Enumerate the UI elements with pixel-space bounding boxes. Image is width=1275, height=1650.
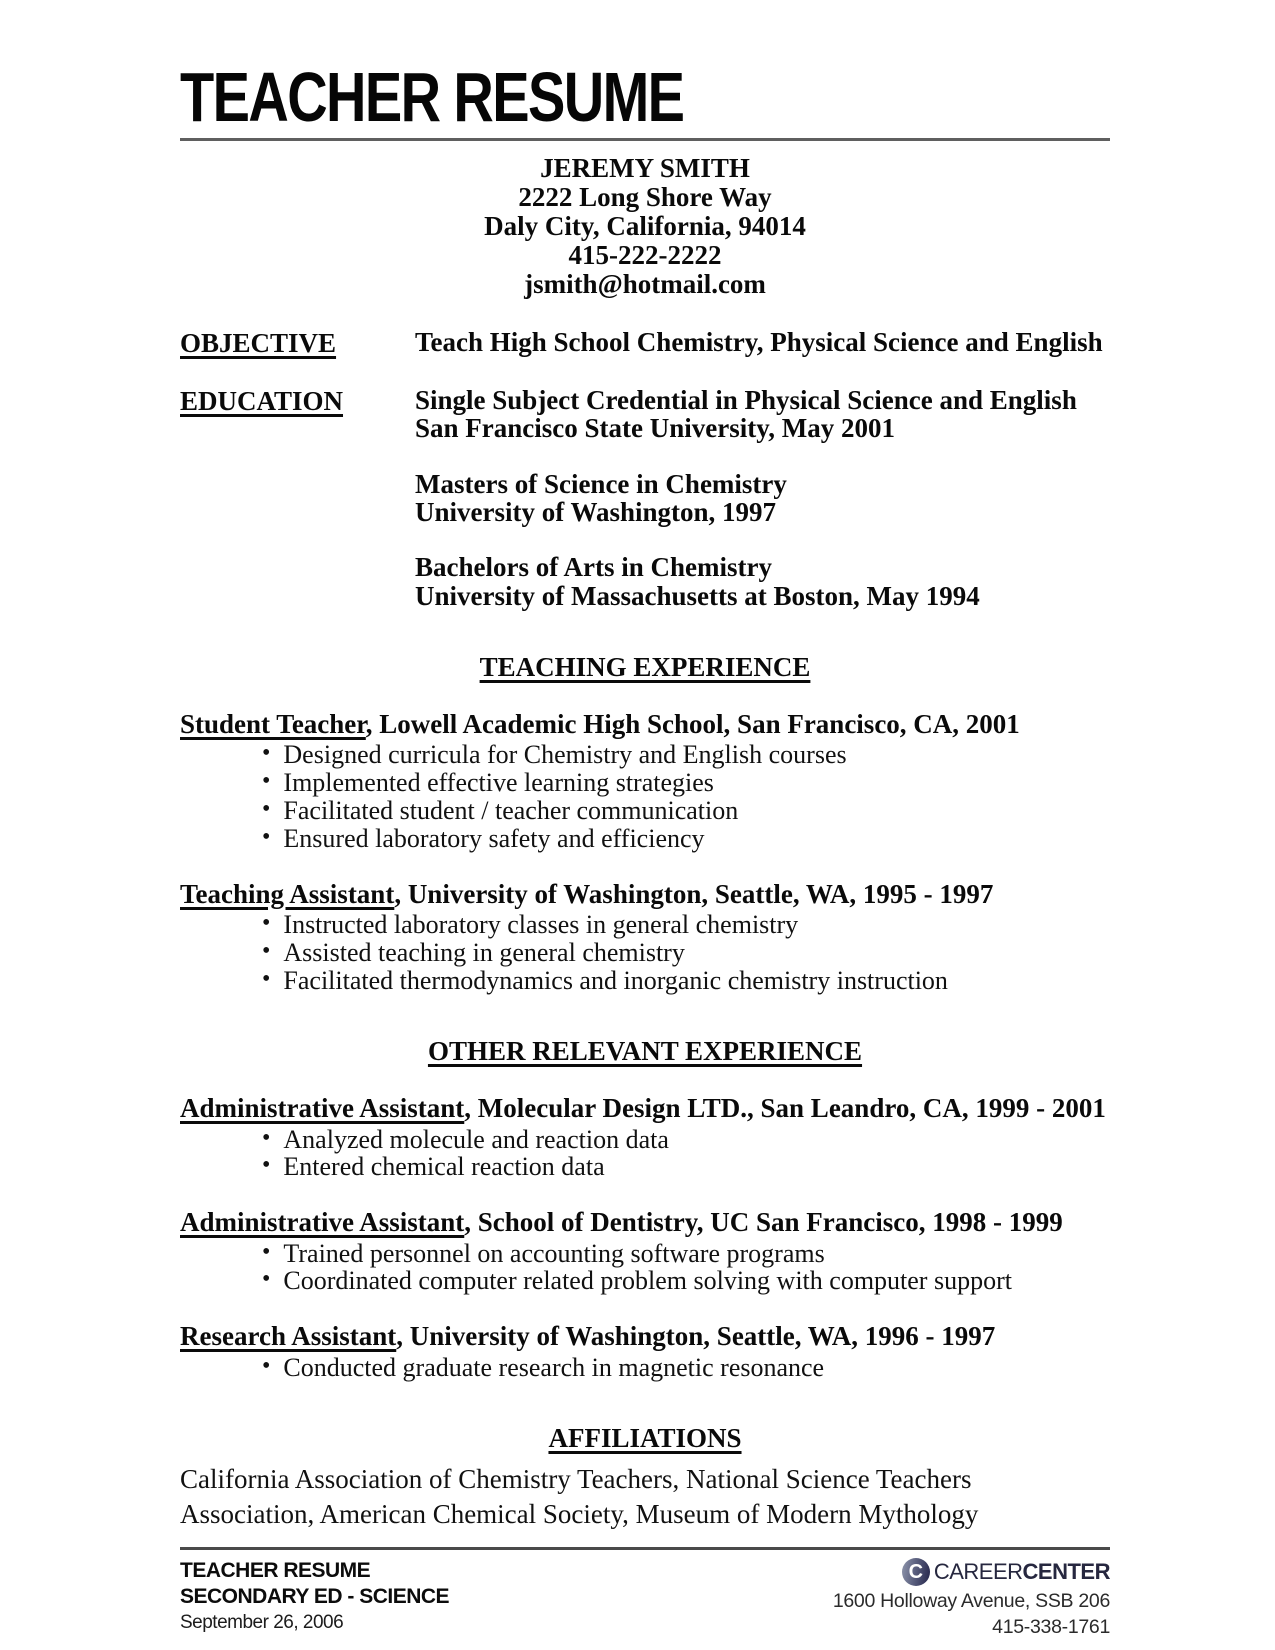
education-degree: Single Subject Credential in Physical Science and English xyxy=(415,384,1077,415)
job-bullets xyxy=(180,911,1110,994)
bullet-icon: • xyxy=(262,937,271,964)
objective-text: Teach High School Chemistry, Physical Science and English xyxy=(415,326,1103,357)
bullet-item: • Instructed laboratory classes in general chemistry xyxy=(262,909,799,939)
contact-street: 2222 Long Shore Way xyxy=(518,181,772,212)
page-title: TEACHER RESUME xyxy=(180,58,684,136)
education-entries xyxy=(415,386,1110,610)
bullet-item: • Facilitated thermodynamics and inorganic chemistry instruction xyxy=(262,965,948,995)
bullet-icon: • xyxy=(262,795,271,822)
objective-label: OBJECTIVE xyxy=(180,327,337,358)
footer xyxy=(180,1558,1110,1641)
footer-address: 1600 Holloway Avenue, SSB 206 xyxy=(832,1589,1110,1612)
education-degree: Bachelors of Arts in Chemistry xyxy=(415,552,772,583)
education-school: San Francisco State University, May 2001 xyxy=(415,413,895,444)
section-heading-other-experience: OTHER RELEVANT EXPERIENCE xyxy=(427,1036,863,1067)
job-admin-assistant-dentistry xyxy=(180,1208,1110,1295)
bullet-icon: • xyxy=(262,768,271,795)
careercenter-logo-text: CAREERCENTER xyxy=(933,1558,1110,1584)
bullet-item: • Coordinated computer related problem solving with computer support xyxy=(262,1266,1012,1296)
job-title: Research Assistant xyxy=(180,1321,397,1352)
education-label: EDUCATION xyxy=(180,385,344,416)
job-details: , Molecular Design LTD., San Leandro, CA, 1999 - 2001 xyxy=(464,1093,1106,1124)
job-title: Teaching Assistant xyxy=(180,878,395,909)
bullet-item: • Conducted graduate research in magnetic resonance xyxy=(262,1352,825,1382)
contact-name: JEREMY SMITH xyxy=(540,152,750,183)
contact-city: Daly City, California, 94014 xyxy=(484,210,806,241)
bullet-item: • Assisted teaching in general chemistry xyxy=(262,937,685,967)
title-divider xyxy=(180,138,1110,141)
footer-phone: 415-338-1761 xyxy=(992,1616,1110,1639)
education-entry xyxy=(415,553,1110,610)
education-entry xyxy=(415,386,1110,443)
job-details: , University of Washington, Seattle, WA, 1996 - 1997 xyxy=(396,1321,996,1352)
bullet-item: • Implemented effective learning strategies xyxy=(262,768,714,798)
footer-left-block xyxy=(180,1558,449,1637)
bullet-icon: • xyxy=(262,1152,271,1179)
job-title: Student Teacher xyxy=(180,708,366,739)
job-research-assistant xyxy=(180,1322,1110,1381)
bullet-icon: • xyxy=(262,1238,271,1265)
job-details: , Lowell Academic High School, San Francisco, CA, 2001 xyxy=(365,708,1020,739)
job-heading xyxy=(180,880,1110,908)
footer-doc-subtitle: SECONDARY ED - SCIENCE xyxy=(180,1585,450,1609)
careercenter-c-icon: C xyxy=(902,1558,930,1586)
job-bullets xyxy=(180,741,1110,852)
education-section xyxy=(180,386,1110,610)
contact-phone: 415-222-2222 xyxy=(568,239,722,270)
affiliations-text: California Association of Chemistry Teachers, National Science Teachers Association, American Chemical Society, Museum of Modern Mythology xyxy=(180,1464,979,1529)
footer-date: September 26, 2006 xyxy=(180,1612,344,1634)
bullet-icon: • xyxy=(262,823,271,850)
job-heading xyxy=(180,1208,1110,1236)
job-student-teacher xyxy=(180,710,1110,853)
education-school: University of Massachusetts at Boston, May 1994 xyxy=(415,580,980,611)
section-heading-affiliations: AFFILIATIONS xyxy=(548,1423,742,1454)
objective-section xyxy=(180,328,1110,359)
bullet-icon: • xyxy=(262,740,271,767)
bullet-item: • Designed curricula for Chemistry and English courses xyxy=(262,740,847,770)
bullet-item: • Analyzed molecule and reaction data xyxy=(262,1124,669,1154)
bullet-item: • Entered chemical reaction data xyxy=(262,1152,605,1182)
job-title: Administrative Assistant xyxy=(180,1093,465,1124)
job-bullets xyxy=(180,1354,1110,1382)
job-teaching-assistant xyxy=(180,880,1110,995)
bullet-item: • Facilitated student / teacher communication xyxy=(262,795,739,825)
job-bullets xyxy=(180,1240,1110,1296)
bullet-item: • Trained personnel on accounting software programs xyxy=(262,1238,825,1268)
job-heading xyxy=(180,1322,1110,1350)
job-details: , University of Washington, Seattle, WA, 1995 - 1997 xyxy=(394,878,994,909)
education-degree: Masters of Science in Chemistry xyxy=(415,468,787,499)
bullet-icon: • xyxy=(262,965,271,992)
bullet-icon: • xyxy=(262,1266,271,1293)
contact-email: jsmith@hotmail.com xyxy=(524,268,766,299)
bullet-item: • Ensured laboratory safety and efficiency xyxy=(262,823,705,853)
job-title: Administrative Assistant xyxy=(180,1207,465,1238)
job-details: , School of Dentistry, UC San Francisco, 1998 - 1999 xyxy=(464,1207,1063,1238)
bullet-icon: • xyxy=(262,909,271,936)
education-entry xyxy=(415,470,1110,527)
footer-right-block xyxy=(833,1558,1110,1641)
job-bullets xyxy=(180,1126,1110,1182)
bullet-icon: • xyxy=(262,1352,271,1379)
contact-block xyxy=(180,154,1110,298)
section-heading-teaching-experience: TEACHING EXPERIENCE xyxy=(479,651,811,682)
job-heading xyxy=(180,710,1110,738)
footer-divider xyxy=(180,1547,1110,1550)
bullet-icon: • xyxy=(262,1124,271,1151)
education-school: University of Washington, 1997 xyxy=(415,496,777,527)
job-heading xyxy=(180,1094,1110,1122)
careercenter-logo xyxy=(833,1558,1110,1586)
footer-doc-title: TEACHER RESUME xyxy=(180,1558,371,1582)
job-admin-assistant-molecular xyxy=(180,1094,1110,1181)
